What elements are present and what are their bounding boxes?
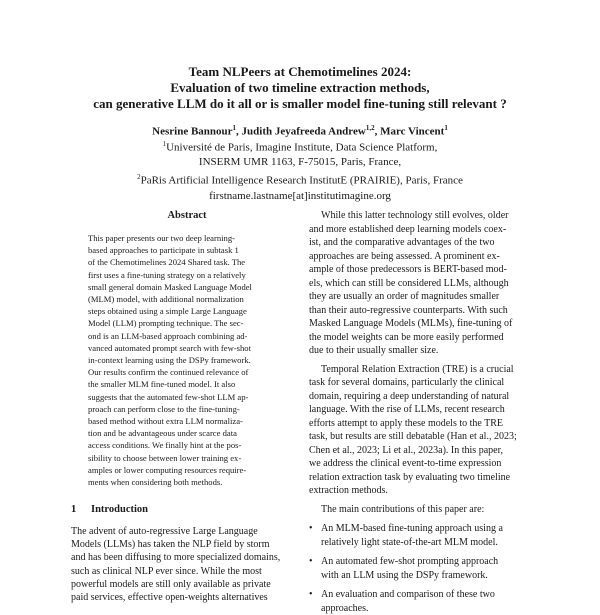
text-line: than their auto-regressive counterparts. With such (309, 304, 531, 318)
contribution-list (309, 522, 531, 615)
text-line: ond is an LLM-based approach combining ad- (88, 330, 286, 342)
text-line: the model weights can be more easily performed (309, 331, 531, 345)
text-line: relatively light state-of-the-art MLM model. (321, 536, 531, 550)
author-name: Judith Jeyafreeda Andrew (242, 126, 366, 138)
bullet-icon: • (309, 555, 313, 569)
text-line: task for several domains, particularly the clinical (309, 376, 531, 390)
author-separator: , (236, 126, 242, 138)
text-line: relation extraction task by evaluating two timeline (309, 471, 531, 485)
paper-title (40, 64, 560, 112)
text-line: ments when considering both methods. (88, 476, 286, 488)
text-line: ample of those predecessors is BERT-based mod- (309, 263, 531, 277)
text-line: the smaller MLM fine-tuned model. It also (88, 378, 286, 390)
text-line: Models (LLMs) has taken the NLP field by storm (71, 538, 289, 551)
text-line: While this latter technology still evolves, older (309, 209, 531, 223)
affiliations (40, 137, 560, 204)
text-line: in-context learning using the DSPy framework. (88, 354, 286, 366)
text-line: approaches. (321, 602, 531, 615)
text-line: efforts attempt to apply these models to the TRE (309, 417, 531, 431)
affiliation-mark: 1 (163, 140, 167, 148)
text-line: Masked Language Models (MLMs), fine-tuning of (309, 317, 531, 331)
text-line: (MLM) model, with additional normalization (88, 293, 286, 305)
abstract (88, 209, 286, 488)
text-line: Chen et al., 2023; Li et al., 2023a). In this paper, (309, 444, 531, 458)
text-line: proach can perform close to the fine-tuning- (88, 403, 286, 415)
affiliation-line: INSERM UMR 1163, F-75015, Paris, France, (40, 155, 560, 170)
text-line: ist, and the comparative advantages of the two (309, 236, 531, 250)
text-line: small general domain Masked Language Model (88, 281, 286, 293)
section-title: Introduction (91, 504, 148, 515)
text-line: extraction methods. (309, 484, 531, 498)
text-line: An MLM-based fine-tuning approach using a (321, 522, 531, 536)
text-line: This paper presents our two deep learning- (88, 232, 286, 244)
abstract-heading: Abstract (88, 209, 286, 223)
text-line: first uses a fine-tuning strategy on a relatively (88, 269, 286, 281)
affiliation-mark: 2 (137, 173, 141, 181)
text-line: powerful models are still only available as private (71, 578, 289, 591)
text-line: Temporal Relation Extraction (TRE) is a crucial (309, 363, 531, 377)
text-line: The advent of auto-regressive Large Language (71, 525, 289, 538)
text-line: paid services, effective open-weights alternatives (71, 591, 289, 604)
right-column (309, 209, 531, 615)
text-line: approaches are being assessed. A prominent ex- (309, 250, 531, 264)
section-heading (71, 503, 148, 517)
text-line: access conditions. We finally hint at the pos- (88, 439, 286, 451)
text-line: based approaches to participate in subtask 1 (88, 244, 286, 256)
text-line: with an LLM using the DSPy framework. (321, 569, 531, 583)
text-line: due to their usually smaller size. (309, 344, 531, 358)
introduction-body (71, 525, 289, 604)
bullet-icon: • (309, 522, 313, 536)
text-line: and has been diffusing to more specialized domains, (71, 551, 289, 564)
contributions-intro: The main contributions of this paper are: (309, 503, 531, 517)
text-line: An automated few-shot prompting approach (321, 555, 531, 569)
text-line: Model (LLM) prompting technique. The sec- (88, 317, 286, 329)
text-line: amples or lower computing resources require- (88, 464, 286, 476)
list-item (309, 522, 531, 549)
author-name: Marc Vincent (380, 126, 444, 138)
text-line: els, which can still be considered LLMs, although (309, 277, 531, 291)
list-item (309, 555, 531, 582)
paragraph (309, 503, 531, 517)
author-affiliation-mark: 1 (444, 124, 448, 132)
text-line: Our results confirm the continued relevance of (88, 366, 286, 378)
text-line: such as clinical NLP ever since. While the most (71, 565, 289, 578)
text-line: based method without extra LLM normaliza- (88, 415, 286, 427)
paragraph (309, 209, 531, 358)
text-line: language. With the rise of LLMs, recent research (309, 403, 531, 417)
title-line-2: Evaluation of two timeline extraction methods, (40, 80, 560, 96)
title-line-3: can generative LLM do it all or is smaller model fine-tuning still relevant ? (40, 96, 560, 112)
bullet-icon: • (309, 588, 313, 602)
text-line: domain, requiring a deep understanding of natural (309, 390, 531, 404)
text-line: and more established deep learning models coex- (309, 223, 531, 237)
text-line: vanced automated prompt search with few-shot (88, 342, 286, 354)
abstract-body (88, 232, 286, 488)
title-line-1: Team NLPeers at Chemotimelines 2024: (40, 64, 560, 80)
text-line: sibility to choose between lower training ex- (88, 452, 286, 464)
author-affiliation-mark: 1 (233, 124, 237, 132)
author-separator: , (375, 126, 381, 138)
paragraph (309, 363, 531, 498)
author-email: firstname.lastname[at]institutimagine.org (40, 189, 560, 204)
text-line: An evaluation and comparison of these two (321, 588, 531, 602)
text-line: they are usually an order of magnitudes smaller (309, 290, 531, 304)
text-line: steps obtained using a simple Large Language (88, 305, 286, 317)
text-line: we address the clinical event-to-time expression (309, 457, 531, 471)
text-line: suggests that the automated few-shot LLM ap- (88, 391, 286, 403)
section-number: 1 (71, 503, 91, 517)
author-name: Nesrine Bannour (152, 126, 232, 138)
list-item (309, 588, 531, 615)
affiliation-line: PaRis Artificial Intelligence Research InstitutE (PRAIRIE), Paris, France (141, 175, 463, 187)
affiliation-line: Université de Paris, Imagine Institute, Data Science Platform, (166, 142, 437, 154)
author-list (40, 121, 560, 139)
text-line: task, but results are still debatable (Han et al., 2023; (309, 430, 531, 444)
text-line: tion and be advantageous under scarce data (88, 427, 286, 439)
text-line: of the Chemotimelines 2024 Shared task. The (88, 256, 286, 268)
author-affiliation-mark: 1,2 (366, 124, 375, 132)
